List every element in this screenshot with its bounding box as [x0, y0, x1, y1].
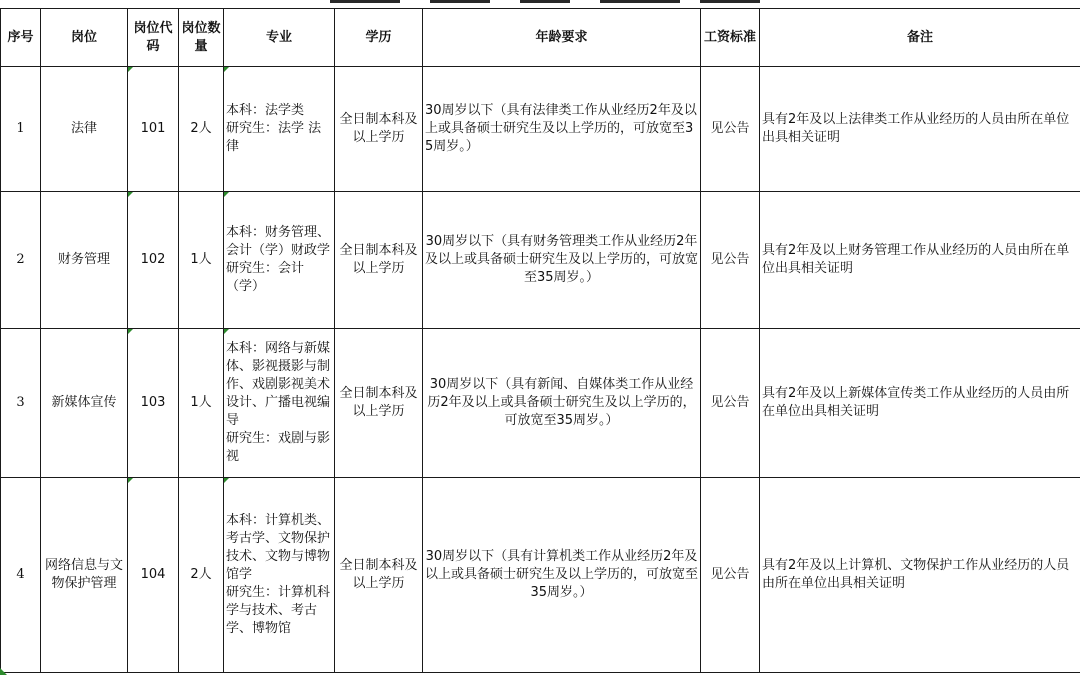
row-age: 30周岁以下（具有财务管理类工作从业经历2年及以上或具备硕士研究生及以上学历的，可放宽至35周岁。）: [423, 192, 701, 329]
row-age: 30周岁以下（具有法律类工作从业经历2年及以上或具备硕士研究生及以上学历的，可放宽至35周岁。）: [423, 67, 701, 192]
header-no: 序号: [1, 9, 41, 67]
header-remark: 备注: [760, 9, 1080, 67]
major-undergrad: 本科：网络与新媒体、影视摄影与制作、戏剧影视美术设计、广播电视编导: [226, 341, 331, 428]
row-no: 1: [1, 67, 41, 192]
major-postgrad: 研究生：法学 法律: [226, 121, 322, 154]
row-code: 103: [128, 329, 179, 478]
header-code: 岗位代码: [128, 9, 179, 67]
row-education: 全日制本科及以上学历: [335, 192, 423, 329]
cropped-title-strip: [0, 0, 1080, 8]
header-row: [1, 9, 1080, 67]
major-undergrad: 本科：计算机类、考古学、文物保护技术、文物与博物馆学: [226, 513, 331, 582]
row-remark: 具有2年及以上法律类工作从业经历的人员由所在单位出具相关证明: [760, 67, 1080, 192]
corner-marker: [0, 668, 7, 675]
row-no: 2: [1, 192, 41, 329]
row-count: 1人: [179, 329, 224, 478]
row-no: 3: [1, 329, 41, 478]
row-position: 新媒体宣传: [41, 329, 128, 478]
row-major: [224, 192, 335, 329]
row-position: 财务管理: [41, 192, 128, 329]
major-undergrad: 本科：财务管理、会计（学）财政学: [226, 225, 331, 258]
row-education: 全日制本科及以上学历: [335, 67, 423, 192]
job-positions-table: [0, 8, 1080, 673]
row-code: 102: [128, 192, 179, 329]
row-position: 法律: [41, 67, 128, 192]
table-row: [1, 329, 1080, 478]
row-remark: 具有2年及以上财务管理工作从业经历的人员由所在单位出具相关证明: [760, 192, 1080, 329]
row-salary: 见公告: [701, 192, 760, 329]
row-code: 101: [128, 67, 179, 192]
row-count: 2人: [179, 478, 224, 673]
row-count: 1人: [179, 192, 224, 329]
row-count: 2人: [179, 67, 224, 192]
major-postgrad: 研究生：戏剧与影视: [226, 431, 331, 464]
header-count: 岗位数量: [179, 9, 224, 67]
row-code: 104: [128, 478, 179, 673]
row-age: 30周岁以下（具有新闻、自媒体类工作从业经历2年及以上或具备硕士研究生及以上学历的，可放宽至35周岁。）: [423, 329, 701, 478]
table-row: [1, 478, 1080, 673]
table-row: [1, 192, 1080, 329]
major-undergrad: 本科：法学类: [226, 103, 305, 118]
row-no: 4: [1, 478, 41, 673]
header-salary: 工资标准: [701, 9, 760, 67]
header-education: 学历: [335, 9, 423, 67]
table-row: [1, 67, 1080, 192]
row-salary: 见公告: [701, 67, 760, 192]
row-remark: 具有2年及以上新媒体宣传类工作从业经历的人员由所在单位出具相关证明: [760, 329, 1080, 478]
row-remark: 具有2年及以上计算机、文物保护工作从业经历的人员由所在单位出具相关证明: [760, 478, 1080, 673]
row-major: [224, 67, 335, 192]
major-postgrad: 研究生：会计（学）: [226, 261, 305, 294]
row-age: 30周岁以下（具有计算机类工作从业经历2年及以上或具备硕士研究生及以上学历的，可放宽至35周岁。）: [423, 478, 701, 673]
row-salary: 见公告: [701, 478, 760, 673]
row-education: 全日制本科及以上学历: [335, 329, 423, 478]
header-major: 专业: [224, 9, 335, 67]
row-major: [224, 478, 335, 673]
header-age: 年龄要求: [423, 9, 701, 67]
row-education: 全日制本科及以上学历: [335, 478, 423, 673]
row-position: 网络信息与文物保护管理: [41, 478, 128, 673]
row-major: [224, 329, 335, 478]
major-postgrad: 研究生：计算机科学与技术、考古学、博物馆: [226, 585, 331, 636]
header-position: 岗位: [41, 9, 128, 67]
row-salary: 见公告: [701, 329, 760, 478]
